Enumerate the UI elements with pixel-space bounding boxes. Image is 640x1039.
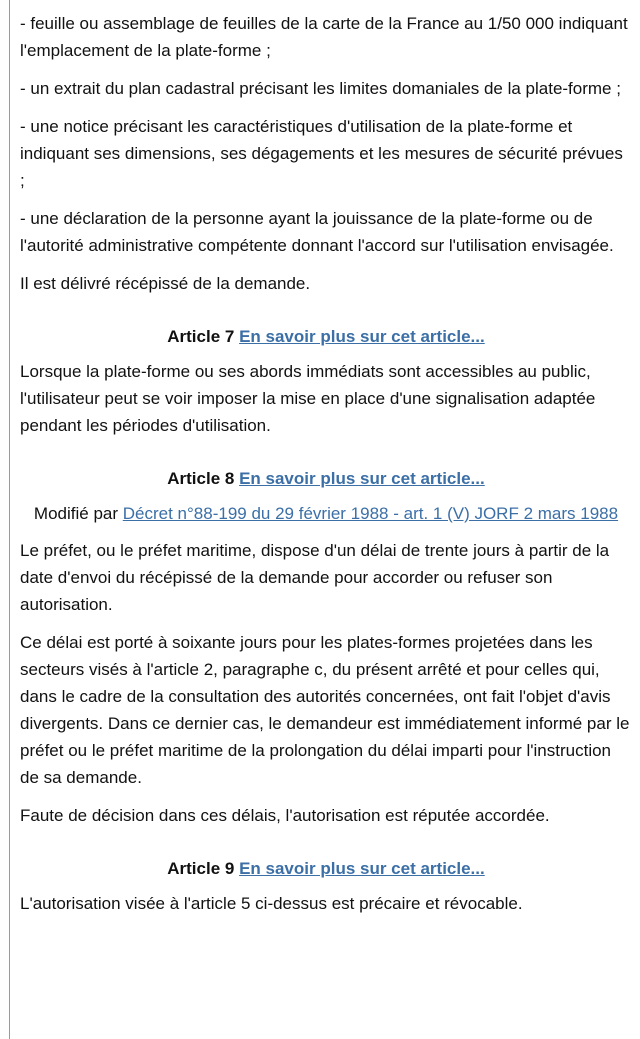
left-border-rule [9,0,10,1039]
article-8-paragraph-3: Faute de décision dans ces délais, l'autorisation est réputée accordée. [20,806,550,825]
article-8-title: Article 8 [167,469,235,488]
article-7-heading [20,323,632,350]
list-item-carte: - feuille ou assemblage de feuilles de la carte de la France au 1/50 000 indiquant l'emplacement de la plate-forme ; [20,14,628,60]
receipt-statement: Il est délivré récépissé de la demande. [20,274,311,293]
article-9-title: Article 9 [167,859,235,878]
article-7-paragraph: Lorsque la plate-forme ou ses abords immédiats sont accessibles au public, l'utilisateur peut se voir imposer la mise en place d'une signalisation adaptée pendant les périodes d'utilisation. [20,362,596,435]
modified-by-label: Modifié par [33,504,119,523]
article-7-title: Article 7 [167,327,235,346]
document-body [20,10,632,928]
list-item-declaration: - une déclaration de la personne ayant la jouissance de la plate-forme ou de l'autorité administrative compétente donnant l'accord sur l'utilisation envisagée. [20,209,614,255]
article-8-more-link[interactable]: En savoir plus sur cet article... [239,469,485,488]
article-8-paragraph-2: Ce délai est porté à soixante jours pour les plates-formes projetées dans les secteurs visés à l'article 2, paragraphe c, du présent arrêté et pour celles qui, dans le cadre de la consultation des autorités concernées, ont fait l'objet d'avis divergents. Dans ce dernier cas, le demandeur est immédiatement informé par le préfet ou le préfet maritime de la prolongation du délai imparti pour l'instruction de sa demande. [20,633,630,787]
list-item-notice: - une notice précisant les caractéristiques d'utilisation de la plate-forme et indiquant ses dimensions, ses dégagements et les mesures de sécurité prévues ; [20,117,623,190]
article-7-more-link[interactable]: En savoir plus sur cet article... [239,327,485,346]
article-8-paragraph-1: Le préfet, ou le préfet maritime, dispose d'un délai de trente jours à partir de la date d'envoi du récépissé de la demande pour accorder ou refuser son autorisation. [20,541,610,614]
article-9-paragraph: L'autorisation visée à l'article 5 ci-dessus est précaire et révocable. [20,894,523,913]
list-item-cadastre: - un extrait du plan cadastral précisant les limites domaniales de la plate-forme ; [20,79,621,98]
article-8-heading [20,465,632,492]
decree-link[interactable]: Décret n°88-199 du 29 février 1988 - art. 1 (V) JORF 2 mars 1988 [122,504,619,523]
article-8-modification-note [20,500,632,527]
article-9-more-link[interactable]: En savoir plus sur cet article... [239,859,485,878]
article-9-heading [20,855,632,882]
